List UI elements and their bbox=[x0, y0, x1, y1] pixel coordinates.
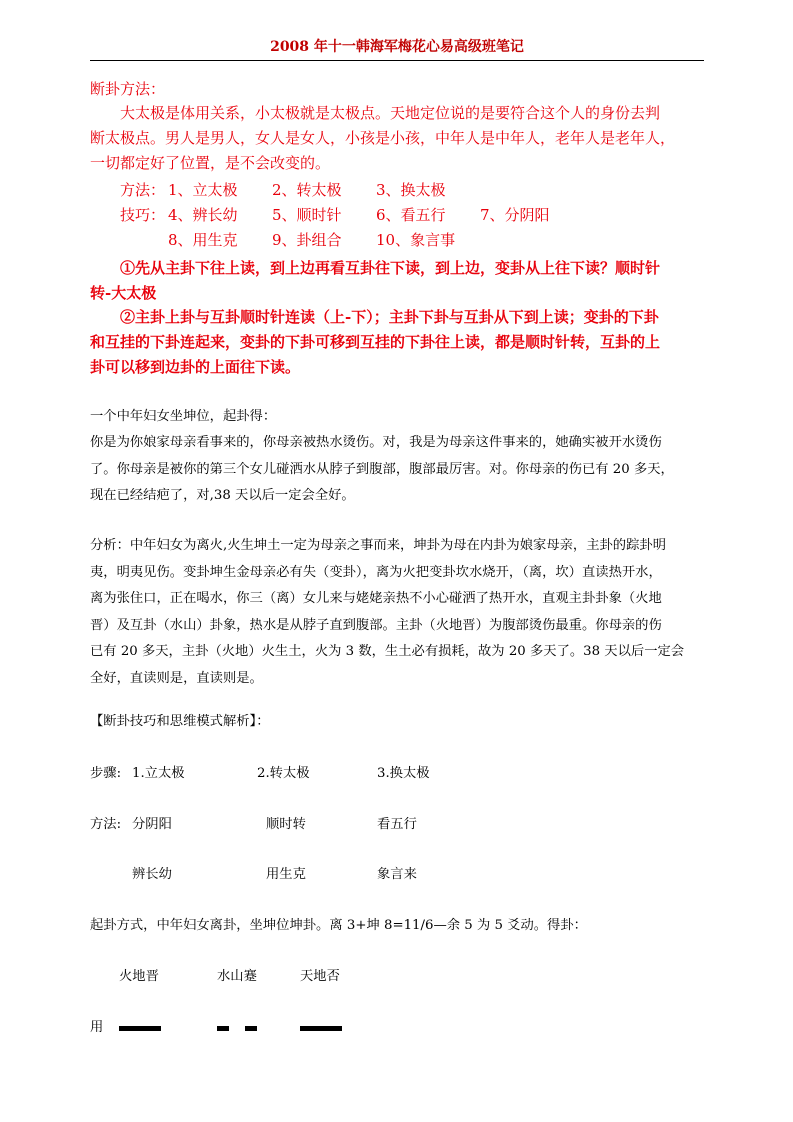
skill-item: 4、辨长幼 bbox=[168, 206, 238, 224]
step-item: 3.换太极 bbox=[377, 766, 430, 781]
story-line: 了。你母亲是被你的第三个女儿碰洒水从脖子到腹部，腹部最厉害。对。你母亲的伤已有 20 多天， bbox=[90, 461, 674, 477]
skill-item: 5、顺时针 bbox=[272, 206, 342, 224]
reading-rule-1 bbox=[90, 256, 704, 306]
case-title: 一个中年妇女坐坤位，起卦得： bbox=[90, 409, 277, 424]
step-item: 1.立太极 bbox=[132, 766, 185, 781]
reading-rule-2 bbox=[90, 305, 704, 380]
method2-item: 看五行 bbox=[377, 817, 417, 832]
skill-item: 7、分阴阳 bbox=[480, 206, 550, 224]
method2-item: 象言来 bbox=[377, 867, 417, 882]
hexagram-yang-line bbox=[119, 1026, 161, 1031]
analysis-line: 已有 20 多天，主卦（火地）火生土，火为 3 数，生土必有损耗，故为 20 多天了。38 天以后一定会 bbox=[90, 644, 685, 659]
skill-item: 8、用生克 bbox=[168, 231, 238, 249]
analysis-line: 夷，明夷见伤。变卦坤生金母亲必有失（变卦），离为火把变卦坎水烧开，（离，坎）直读热开水， bbox=[90, 564, 662, 580]
method2-item: 用生克 bbox=[266, 867, 306, 882]
method-item: 1、立太极 bbox=[168, 181, 238, 199]
rule-line: ①先从主卦下往上读，到上边再看互卦往下读，到上边，变卦从上往下读？顺时针 bbox=[120, 259, 661, 277]
method2-item: 分阴阳 bbox=[132, 817, 172, 832]
header-rule bbox=[90, 60, 704, 61]
qigua-method-text: 起卦方式，中年妇女离卦，坐坤位坤卦。离 3+坤 8=11/6—余 5 为 5 爻动。得卦： bbox=[90, 918, 587, 933]
intro-line: 大太极是体用关系，小太极就是太极点。天地定位说的是要符合这个人的身份去判 bbox=[120, 104, 661, 122]
intro-line: 断太极点。男人是男人，女人是女人，小孩是小孩，中年人是中年人，老年人是老年人， bbox=[90, 129, 676, 147]
rule-line: 卦可以移到边卦的上面往下读。 bbox=[90, 358, 301, 376]
steps-label: 步骤: bbox=[90, 766, 122, 781]
intro-line: 一切都定好了位置，是不会改变的。 bbox=[90, 154, 331, 172]
analysis-line: 晋）及互卦（水山）卦象，热水是从脖子直到腹部。主卦（火地晋）为腹部烫伤最重。你母亲的伤 bbox=[90, 617, 662, 633]
hexagram-yin-line-right bbox=[245, 1026, 257, 1031]
hexagram-yang-line bbox=[300, 1026, 342, 1031]
story-line: 现在已经结疤了，对,38 天以后一定会全好。 bbox=[90, 488, 355, 503]
case-analysis bbox=[90, 533, 704, 692]
methods-label: 方法： bbox=[120, 181, 166, 199]
rule-line: ②主卦上卦与互卦顺时针连读（上-下）；主卦下卦与互卦从下到上读；变卦的下卦 bbox=[120, 308, 659, 326]
story-line: 你是为你娘家母亲看事来的，你母亲被热水烫伤。对，我是为母亲这件事来的，她确实被开水烫伤 bbox=[90, 435, 662, 450]
skill-item: 9、卦组合 bbox=[272, 231, 342, 249]
analysis-line: 全好，直读则是，直读则是。 bbox=[90, 670, 263, 686]
method-item: 3、换太极 bbox=[376, 181, 446, 199]
methods2-label: 方法: bbox=[90, 817, 122, 832]
yong-label: 用 bbox=[90, 1020, 104, 1035]
analysis-line: 分析：中年妇女为离火,火生坤土一定为母亲之事而来，坤卦为母在内卦为娘家母亲，主卦的踪卦明 bbox=[90, 538, 666, 553]
hexagram-yin-line-left bbox=[217, 1026, 229, 1031]
hexagram-name: 水山蹇 bbox=[217, 969, 257, 984]
hexagram-name: 天地否 bbox=[300, 969, 340, 984]
skill-item: 6、看五行 bbox=[376, 206, 446, 224]
step-item: 2.转太极 bbox=[257, 766, 310, 781]
intro-paragraph bbox=[90, 101, 704, 176]
section-heading: 断卦方法： bbox=[90, 80, 166, 98]
method2-item: 顺时转 bbox=[266, 817, 306, 832]
rule-line: 和互挂的下卦连起来，变卦的下卦可移到互挂的下卦往上读，都是顺时针转，互卦的上 bbox=[90, 333, 661, 351]
case-story bbox=[90, 430, 704, 510]
method-item: 2、转太极 bbox=[272, 181, 342, 199]
page-header-title: 2008 年十一韩海军梅花心易高级班笔记 bbox=[270, 39, 524, 55]
skills-label: 技巧： bbox=[120, 206, 166, 224]
hexagram-name: 火地晋 bbox=[119, 969, 159, 984]
skill-item: 10、象言事 bbox=[376, 231, 456, 249]
rule-line: 转-大太极 bbox=[90, 284, 157, 302]
method2-item: 辨长幼 bbox=[132, 867, 172, 882]
analysis-section-title: 【断卦技巧和思维模式解析】： bbox=[90, 714, 270, 729]
analysis-line: 离为张住口，正在喝水，你三（离）女儿来与姥姥亲热不小心碰洒了热开水，直观主卦卦象（火地 bbox=[90, 591, 662, 606]
